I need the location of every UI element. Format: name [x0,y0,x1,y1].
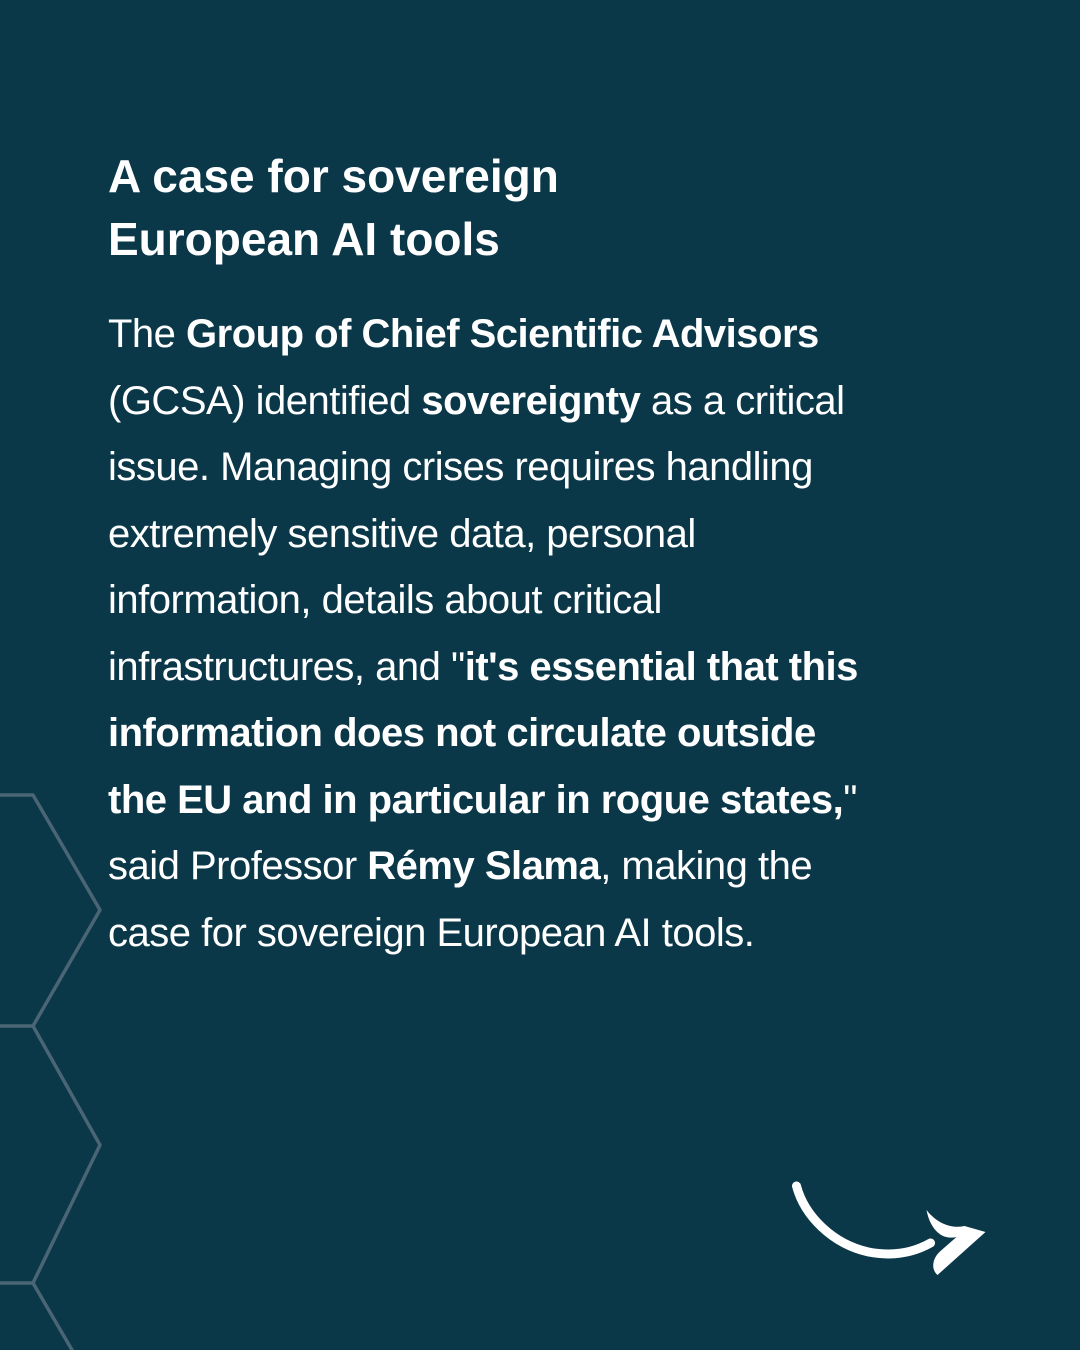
body-text-segment: " [843,777,857,822]
title-line-2: European AI tools [108,213,500,265]
body-text-segment: information does not circulate outside [108,711,816,755]
body-line [108,767,858,834]
body-text-segment: , making the [600,844,813,888]
curved-arrow-right-icon [788,1180,994,1280]
body-text-segment: issue. Managing crises requires handling [108,445,813,489]
body-text-segment: extremely sensitive data, personal [108,511,696,556]
body-text-segment: as a critical [640,378,845,423]
body-line [108,434,858,501]
body-text-segment: information, details about critical [108,578,662,622]
body-text-segment: it's essential that this [464,644,858,689]
body-line [108,900,858,967]
body-line [108,368,858,435]
body-text-segment: case for sovereign European AI tools. [108,910,755,955]
body-text-segment: (GCSA) identified [108,378,422,423]
body-text-segment: sovereignty [421,378,641,423]
body-paragraph [108,301,858,966]
body-text-segment: The [108,312,187,356]
body-text-segment: said Professor [108,844,368,888]
body-text-segment: the EU and in particular in rogue states, [108,777,844,822]
body-line [108,833,858,900]
page-title [108,145,559,271]
body-text-segment: infrastructures, and " [108,644,465,689]
body-text-segment: Rémy Slama [367,844,601,888]
body-line [108,700,858,767]
title-line-1: A case for sovereign [108,150,559,202]
body-line [108,634,858,701]
body-line [108,301,858,368]
body-text-segment: Group of Chief Scientific Advisors [186,312,819,356]
body-line [108,501,858,568]
body-line [108,567,858,634]
